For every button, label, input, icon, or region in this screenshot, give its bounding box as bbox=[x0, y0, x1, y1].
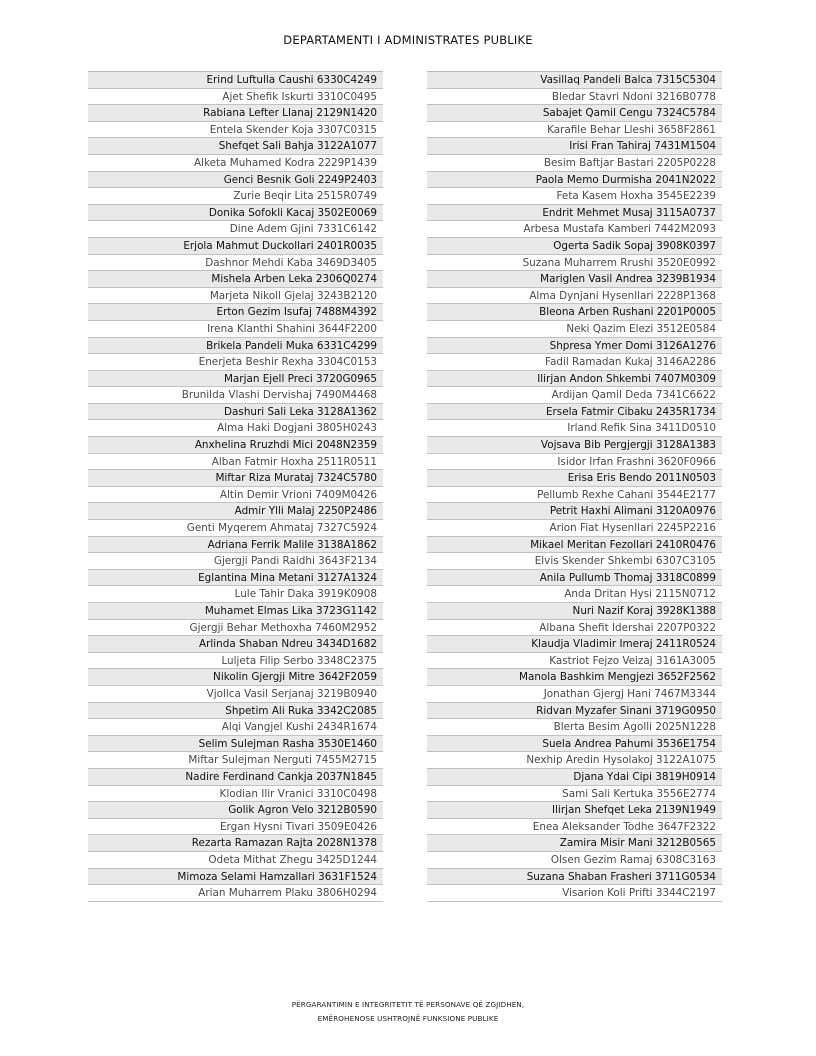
list-item: Ilirjan Andon Shkembi 7407M0309 bbox=[427, 371, 722, 388]
list-item: Petrit Haxhi Alimani 3120A0976 bbox=[427, 503, 722, 520]
list-item: Ridvan Myzafer Sinani 3719G0950 bbox=[427, 703, 722, 720]
list-item: Karafile Behar Lleshi 3658F2861 bbox=[427, 122, 722, 139]
list-item: Nikolin Gjergji Mitre 3642F2059 bbox=[88, 669, 383, 686]
list-item: Djana Ydai Cipi 3819H0914 bbox=[427, 769, 722, 786]
document-title: DEPARTAMENTI I ADMINISTRATES PUBLIKE bbox=[283, 33, 533, 47]
list-item: Alqi Vangjel Kushi 2434R1674 bbox=[88, 719, 383, 736]
list-item: Besim Baftjar Bastari 2205P0228 bbox=[427, 155, 722, 172]
list-item: Dashnor Mehdi Kaba 3469D3405 bbox=[88, 255, 383, 272]
list-item: Lule Tahir Daka 3919K0908 bbox=[88, 586, 383, 603]
list-item: Sabajet Qamil Cengu 7324C5784 bbox=[427, 105, 722, 122]
list-item: Jonathan Gjergj Hani 7467M3344 bbox=[427, 686, 722, 703]
list-item: Irland Refik Sina 3411D0510 bbox=[427, 420, 722, 437]
list-item: Irena Klanthi Shahini 3644F2200 bbox=[88, 321, 383, 338]
list-item: Albana Shefit Idershai 2207P0322 bbox=[427, 620, 722, 637]
list-item: Suzana Shaban Frasheri 3711G0534 bbox=[427, 869, 722, 886]
list-item: Golik Agron Velo 3212B0590 bbox=[88, 802, 383, 819]
list-item: Vjollca Vasil Serjanaj 3219B0940 bbox=[88, 686, 383, 703]
list-item: Anda Dritan Hysi 2115N0712 bbox=[427, 586, 722, 603]
list-item: Ilirjan Shefqet Leka 2139N1949 bbox=[427, 802, 722, 819]
list-item: Bledar Stavri Ndoni 3216B0778 bbox=[427, 89, 722, 106]
list-item: Brikela Pandeli Muka 6331C4299 bbox=[88, 338, 383, 355]
list-item: Shpetim Ali Ruka 3342C2085 bbox=[88, 703, 383, 720]
list-item: Dine Adem Gjini 7331C6142 bbox=[88, 221, 383, 238]
list-item: Marjeta Nikoll Gjelaj 3243B2120 bbox=[88, 288, 383, 305]
list-item: Alma Haki Dogjani 3805H0243 bbox=[88, 420, 383, 437]
list-item: Klaudja Vladimir Imeraj 2411R0524 bbox=[427, 636, 722, 653]
list-item: Selim Sulejman Rasha 3530E1460 bbox=[88, 736, 383, 753]
footer-line-2: EMËROHENOSE USHTROJNË FUNKSIONE PUBLIKE bbox=[317, 1014, 499, 1023]
list-item: Genti Myqerem Ahmataj 7327C5924 bbox=[88, 520, 383, 537]
list-item: Mimoza Selami Hamzallari 3631F1524 bbox=[88, 869, 383, 886]
list-item: Ogerta Sadik Sopaj 3908K0397 bbox=[427, 238, 722, 255]
list-item: Brunilda Vlashi Dervishaj 7490M4468 bbox=[88, 387, 383, 404]
list-item: Admir Ylli Malaj 2250P2486 bbox=[88, 503, 383, 520]
list-item: Arion Fiat Hysenllari 2245P2216 bbox=[427, 520, 722, 537]
list-item: Mariglen Vasil Andrea 3239B1934 bbox=[427, 271, 722, 288]
list-item: Bleona Arben Rushani 2201P0005 bbox=[427, 304, 722, 321]
list-item: Irisi Fran Tahiraj 7431M1504 bbox=[427, 138, 722, 155]
list-item: Blerta Besim Agolli 2025N1228 bbox=[427, 719, 722, 736]
list-item: Olsen Gezim Ramaj 6308C3163 bbox=[427, 852, 722, 869]
list-item: Ajet Shefik Iskurti 3310C0495 bbox=[88, 89, 383, 106]
list-item: Gjergji Behar Methoxha 7460M2952 bbox=[88, 620, 383, 637]
list-item: Vasillaq Pandeli Balca 7315C5304 bbox=[427, 72, 722, 89]
list-item: Miftar Sulejman Nerguti 7455M2715 bbox=[88, 752, 383, 769]
list-item: Nadire Ferdinand Cankja 2037N1845 bbox=[88, 769, 383, 786]
list-item: Feta Kasem Hoxha 3545E2239 bbox=[427, 188, 722, 205]
list-item: Nuri Nazif Koraj 3928K1388 bbox=[427, 603, 722, 620]
list-item: Endrit Mehmet Musaj 3115A0737 bbox=[427, 205, 722, 222]
list-item: Luljeta Filip Serbo 3348C2375 bbox=[88, 653, 383, 670]
list-item: Ardijan Qamil Deda 7341C6622 bbox=[427, 387, 722, 404]
list-item: Kastriot Fejzo Veizaj 3161A3005 bbox=[427, 653, 722, 670]
list-item: Altin Demir Vrioni 7409M0426 bbox=[88, 487, 383, 504]
list-item: Gjergji Pandi Raidhi 3643F2134 bbox=[88, 553, 383, 570]
list-item: Rezarta Ramazan Rajta 2028N1378 bbox=[88, 835, 383, 852]
list-item: Isidor Irfan Frashni 3620F0966 bbox=[427, 454, 722, 471]
list-item: Zurie Beqir Lita 2515R0749 bbox=[88, 188, 383, 205]
list-item: Erisa Eris Bendo 2011N0503 bbox=[427, 470, 722, 487]
footer bbox=[0, 998, 816, 1026]
list-item: Nexhip Aredin Hysolakoj 3122A1075 bbox=[427, 752, 722, 769]
list-item: Alketa Muhamed Kodra 2229P1439 bbox=[88, 155, 383, 172]
list-item: Visarion Koli Prifti 3344C2197 bbox=[427, 885, 722, 902]
list-item: Entela Skender Koja 3307C0315 bbox=[88, 122, 383, 139]
list-item: Enerjeta Beshir Rexha 3304C0153 bbox=[88, 354, 383, 371]
list-item: Paola Memo Durmisha 2041N2022 bbox=[427, 172, 722, 189]
list-item: Anxhelina Rruzhdi Mici 2048N2359 bbox=[88, 437, 383, 454]
footer-line-1: PËRGARANTIMIN E INTEGRITETIT TË PERSONAVE QË ZGJIDHEN, bbox=[291, 1000, 525, 1009]
list-item: Adriana Ferrik Malile 3138A1862 bbox=[88, 537, 383, 554]
list-item: Shpresa Ymer Domi 3126A1276 bbox=[427, 338, 722, 355]
list-item: Odeta Mithat Zhegu 3425D1244 bbox=[88, 852, 383, 869]
list-item: Klodian Ilir Vranici 3310C0498 bbox=[88, 786, 383, 803]
list-item: Sami Sali Kertuka 3556E2774 bbox=[427, 786, 722, 803]
list-item: Enea Aleksander Todhe 3647F2322 bbox=[427, 819, 722, 836]
list-item: Erind Luftulla Caushi 6330C4249 bbox=[88, 72, 383, 89]
list-item: Manola Bashkim Mengjezi 3652F2562 bbox=[427, 669, 722, 686]
list-item: Arian Muharrem Plaku 3806H0294 bbox=[88, 885, 383, 902]
list-item: Donika Sofokli Kacaj 3502E0069 bbox=[88, 205, 383, 222]
list-item: Alban Fatmir Hoxha 2511R0511 bbox=[88, 454, 383, 471]
list-item: Anila Pullumb Thomaj 3318C0899 bbox=[427, 570, 722, 587]
list-item: Muhamet Elmas Lika 3723G1142 bbox=[88, 603, 383, 620]
right-name-column bbox=[427, 71, 722, 902]
list-item: Arbesa Mustafa Kamberi 7442M2093 bbox=[427, 221, 722, 238]
list-item: Elvis Skender Shkembi 6307C3105 bbox=[427, 553, 722, 570]
list-item: Fadil Ramadan Kukaj 3146A2286 bbox=[427, 354, 722, 371]
list-item: Mikael Meritan Fezollari 2410R0476 bbox=[427, 537, 722, 554]
list-item: Suela Andrea Pahumi 3536E1754 bbox=[427, 736, 722, 753]
list-item: Eglantina Mina Metani 3127A1324 bbox=[88, 570, 383, 587]
list-item: Vojsava Bib Pergjergji 3128A1383 bbox=[427, 437, 722, 454]
left-name-column bbox=[88, 71, 383, 902]
list-item: Alma Dynjani Hysenllari 2228P1368 bbox=[427, 288, 722, 305]
list-item: Marjan Ejell Preci 3720G0965 bbox=[88, 371, 383, 388]
list-item: Zamira Misir Mani 3212B0565 bbox=[427, 835, 722, 852]
list-item: Pellumb Rexhe Cahani 3544E2177 bbox=[427, 487, 722, 504]
list-item: Dashuri Sali Leka 3128A1362 bbox=[88, 404, 383, 421]
list-item: Ergan Hysni Tivari 3509E0426 bbox=[88, 819, 383, 836]
list-item: Suzana Muharrem Rrushi 3520E0992 bbox=[427, 255, 722, 272]
list-item: Ersela Fatmir Cibaku 2435R1734 bbox=[427, 404, 722, 421]
list-item: Erton Gezim Isufaj 7488M4392 bbox=[88, 304, 383, 321]
list-item: Miftar Riza Murataj 7324C5780 bbox=[88, 470, 383, 487]
list-item: Rabiana Lefter Llanaj 2129N1420 bbox=[88, 105, 383, 122]
list-item: Mishela Arben Leka 2306Q0274 bbox=[88, 271, 383, 288]
list-item: Erjola Mahmut Duckollari 2401R0035 bbox=[88, 238, 383, 255]
list-item: Arlinda Shaban Ndreu 3434D1682 bbox=[88, 636, 383, 653]
list-item: Neki Qazim Elezi 3512E0584 bbox=[427, 321, 722, 338]
list-item: Shefqet Sali Bahja 3122A1077 bbox=[88, 138, 383, 155]
list-item: Genci Besnik Goli 2249P2403 bbox=[88, 172, 383, 189]
